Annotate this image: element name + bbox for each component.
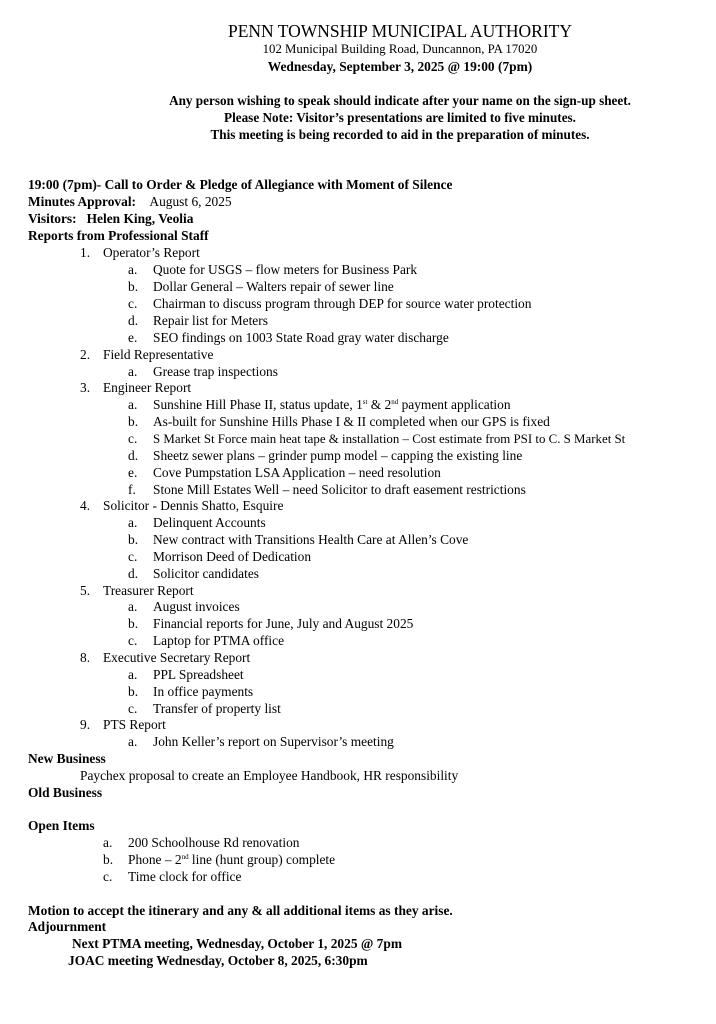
- visitors-label: Visitors:: [28, 211, 77, 226]
- item-letter: e.: [128, 465, 138, 480]
- minutes-date: August 6, 2025: [149, 194, 232, 209]
- report-item: SEO findings on 1003 State Road gray water discharge: [153, 330, 449, 345]
- report-title: Executive Secretary Report: [103, 650, 251, 665]
- item-letter: a.: [128, 262, 138, 277]
- report-item: Financial reports for June, July and August 2025: [153, 616, 414, 631]
- open-item: 200 Schoolhouse Rd renovation: [128, 835, 300, 850]
- report-number: 3.: [80, 380, 91, 395]
- ordinal-suffix: st: [362, 398, 368, 406]
- item-letter: b.: [128, 532, 139, 547]
- item-letter: e.: [128, 330, 138, 345]
- adjournment: Adjournment: [28, 919, 107, 934]
- old-business-heading: Old Business: [28, 785, 103, 800]
- item-letter: b.: [128, 414, 139, 429]
- visitors-names: Helen King, Veolia: [86, 211, 194, 226]
- report-item: In office payments: [153, 684, 254, 699]
- report-item: Laptop for PTMA office: [153, 633, 285, 648]
- report-title: Engineer Report: [103, 380, 192, 395]
- reports-heading: Reports from Professional Staff: [28, 228, 209, 243]
- report-item: August invoices: [153, 599, 240, 614]
- report-number: 2.: [80, 347, 91, 362]
- report-item: Solicitor candidates: [153, 566, 259, 581]
- report-item: [153, 397, 511, 413]
- item-letter: a.: [128, 667, 138, 682]
- report-item: S Market St Force main heat tape & installation – Cost estimate from PSI to C. S Market St: [153, 432, 626, 446]
- report-title: Solicitor - Dennis Shatto, Esquire: [103, 498, 284, 513]
- item-letter: b.: [128, 279, 139, 294]
- item-letter: b.: [103, 852, 114, 867]
- next-meeting: JOAC meeting Wednesday, October 8, 2025, 6:30pm: [68, 953, 368, 968]
- report-item: Morrison Deed of Dedication: [153, 549, 312, 564]
- item-letter: a.: [103, 835, 113, 850]
- report-item: Stone Mill Estates Well – need Solicitor to draft easement restrictions: [153, 482, 526, 497]
- new-business-heading: New Business: [28, 751, 106, 766]
- item-text-part: Sunshine Hill Phase II, status update, 1: [153, 397, 363, 412]
- item-letter: f.: [128, 482, 136, 497]
- report-title: Operator’s Report: [103, 245, 200, 260]
- call-to-order: 19:00 (7pm)- Call to Order & Pledge of Allegiance with Moment of Silence: [28, 177, 453, 192]
- item-letter: a.: [128, 599, 138, 614]
- report-item: Dollar General – Walters repair of sewer line: [153, 279, 394, 294]
- item-letter: c.: [128, 549, 138, 564]
- item-letter: a.: [128, 364, 138, 379]
- motion: Motion to accept the itinerary and any & all additional items as they arise.: [28, 903, 453, 918]
- item-letter: b.: [128, 684, 139, 699]
- next-meeting: Next PTMA meeting, Wednesday, October 1, 2025 @ 7pm: [72, 936, 402, 951]
- item-letter: d.: [128, 566, 139, 581]
- item-letter: a.: [128, 397, 138, 412]
- meeting-date: Wednesday, September 3, 2025 @ 19:00 (7pm): [267, 59, 533, 74]
- open-item: Time clock for office: [128, 869, 242, 884]
- report-item: Quote for USGS – flow meters for Business Park: [153, 262, 418, 277]
- report-item: As-built for Sunshine Hills Phase I & II completed when our GPS is fixed: [153, 414, 550, 429]
- report-title: Treasurer Report: [103, 583, 194, 598]
- item-letter: c.: [103, 869, 113, 884]
- open-item: [128, 852, 335, 868]
- report-item: Cove Pumpstation LSA Application – need resolution: [153, 465, 441, 480]
- report-number: 4.: [80, 498, 91, 513]
- item-letter: c.: [128, 701, 138, 716]
- report-number: 5.: [80, 583, 91, 598]
- report-item: Transfer of property list: [153, 701, 281, 716]
- report-title: PTS Report: [103, 717, 166, 732]
- item-letter: b.: [128, 616, 139, 631]
- item-letter: d.: [128, 448, 139, 463]
- item-letter: a.: [128, 515, 138, 530]
- item-text-part: line (hunt group) complete: [188, 852, 336, 867]
- report-number: 8.: [80, 650, 91, 665]
- visitors: [28, 211, 193, 227]
- header-address: 102 Municipal Building Road, Duncannon, PA 17020: [262, 42, 538, 56]
- new-business-item: Paychex proposal to create an Employee Handbook, HR responsibility: [80, 768, 459, 783]
- item-letter: d.: [128, 313, 139, 328]
- item-letter: a.: [128, 734, 138, 749]
- item-text-part: & 2: [367, 397, 392, 412]
- notice-line: This meeting is being recorded to aid in the preparation of minutes.: [210, 127, 590, 142]
- report-item: Chairman to discuss program through DEP for source water protection: [153, 296, 532, 311]
- report-item: John Keller’s report on Supervisor’s meeting: [153, 734, 394, 749]
- notice-line: Please Note: Visitor’s presentations are limited to five minutes.: [224, 110, 576, 125]
- item-letter: c.: [128, 296, 138, 311]
- report-number: 1.: [80, 245, 91, 260]
- report-title: Field Representative: [103, 347, 214, 362]
- report-item: Repair list for Meters: [153, 313, 268, 328]
- report-item: New contract with Transitions Health Care at Allen’s Cove: [153, 532, 469, 547]
- page-title: PENN TOWNSHIP MUNICIPAL AUTHORITY: [227, 21, 573, 41]
- item-letter: c.: [128, 633, 138, 648]
- ordinal-suffix: nd: [181, 853, 189, 861]
- item-text-part: payment application: [398, 397, 511, 412]
- notice-line: Any person wishing to speak should indicate after your name on the sign-up sheet.: [169, 93, 631, 108]
- minutes-approval: [28, 194, 232, 210]
- report-item: PPL Spreadsheet: [153, 667, 244, 682]
- open-items-heading: Open Items: [28, 818, 95, 833]
- report-item: Sheetz sewer plans – grinder pump model – capping the existing line: [153, 448, 523, 463]
- item-text-part: Phone – 2: [128, 852, 182, 867]
- report-number: 9.: [80, 717, 91, 732]
- report-item: Grease trap inspections: [153, 364, 278, 379]
- minutes-label: Minutes Approval:: [28, 194, 137, 209]
- item-letter: c.: [128, 431, 138, 446]
- ordinal-suffix: nd: [391, 398, 399, 406]
- report-item: Delinquent Accounts: [153, 515, 266, 530]
